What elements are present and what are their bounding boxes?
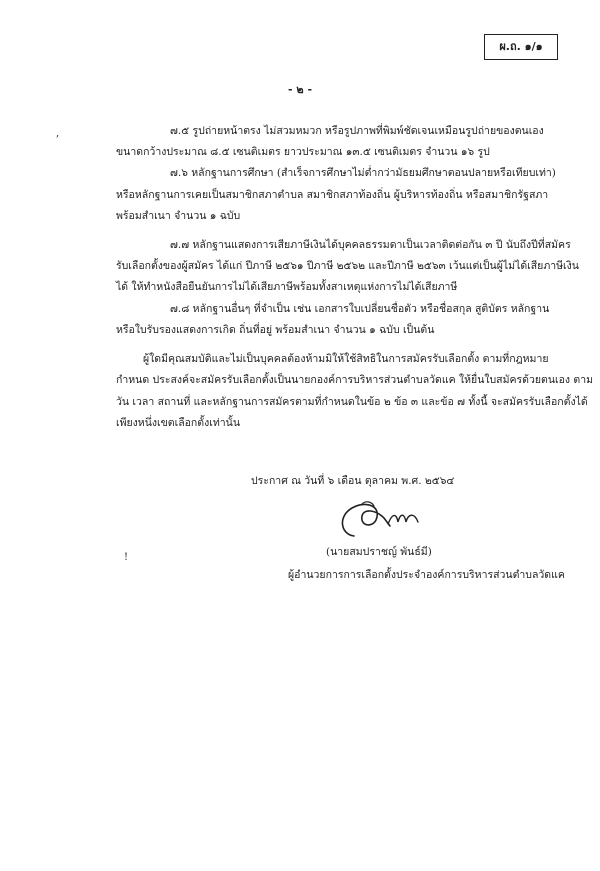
body-line: ได้ ให้ทำหนังสือยืนยันการไม่ได้เสียภาษีพร้อมทั้งสาเหตุแห่งการไม่ได้เสียภาษี	[116, 281, 458, 293]
body-line: กำหนด ประสงค์จะสมัครรับเลือกตั้งเป็นนายกองค์การบริหารส่วนตำบลวัดแค ให้ยื่นใบสมัครด้วยตนเอง ตาม	[116, 374, 594, 386]
page-number: - ๒ -	[287, 83, 313, 96]
signer-name: (นายสมปราชญ์ พันธ์มี)	[326, 546, 432, 558]
body-line: ๗.๕ รูปถ่ายหน้าตรง ไม่สวมหมวก หรือรูปภาพที่พิมพ์ชัดเจนเหมือนรูปถ่ายของตนเอง	[170, 125, 544, 137]
body-line: เพียงหนึ่งเขตเลือกตั้งเท่านั้น	[116, 417, 240, 429]
announcement-date: ประกาศ ณ วันที่ ๖ เดือน ตุลาคม พ.ศ. ๒๕๖๔	[251, 475, 455, 487]
body-line: พร้อมสำเนา จำนวน ๑ ฉบับ	[116, 210, 241, 222]
body-line: หรือใบรับรองแสดงการเกิด ถิ่นที่อยู่ พร้อมสำเนา จำนวน ๑ ฉบับ เป็นต้น	[116, 324, 435, 336]
scan-mark: !	[124, 552, 129, 563]
signature-image	[332, 496, 432, 546]
scan-mark: ,	[56, 128, 60, 139]
body-line: หรือหลักฐานการเคยเป็นสมาชิกสภาตำบล สมาชิกสภาท้องถิ่น ผู้บริหารท้องถิ่น หรือสมาชิกรัฐสภา	[116, 189, 549, 201]
signer-title: ผู้อำนวยการการเลือกตั้งประจำองค์การบริหารส่วนตำบลวัดแค	[288, 569, 565, 581]
body-line: ขนาดกว้างประมาณ ๘.๕ เซนติเมตร ยาวประมาณ ๑๓.๕ เซนติเมตร จำนวน ๑๖ รูป	[116, 146, 490, 158]
body-line: รับเลือกตั้งของผู้สมัคร ได้แก่ ปีภาษี ๒๕๖๑ ปีภาษี ๒๕๖๒ และปีภาษี ๒๕๖๓ เว้นแต่เป็นผู้ไม่ได้เสียภาษีเงิน	[116, 260, 579, 272]
body-line: วัน เวลา สถานที่ และหลักฐานการสมัครตามที่กำหนดในข้อ ๒ ข้อ ๓ และข้อ ๗ ทั้งนี้ จะสมัครรับเลือกตั้งได้	[116, 396, 588, 408]
body-line: ๗.๘ หลักฐานอื่นๆ ที่จำเป็น เช่น เอกสารใบเปลี่ยนชื่อตัว หรือชื่อสกุล สูติบัตร หลักฐาน	[170, 303, 550, 315]
body-line: ๗.๗ หลักฐานแสดงการเสียภาษีเงินได้บุคคลธรรมดาเป็นเวลาติดต่อกัน ๓ ปี นับถึงปีที่สมัคร	[170, 239, 571, 251]
body-line: ผู้ใดมีคุณสมบัติและไม่เป็นบุคคลต้องห้ามมิให้ใช้สิทธิในการสมัครรับเลือกตั้ง ตามที่กฎหมาย	[143, 353, 549, 365]
form-code-box: ผ.ถ. ๑/๑	[484, 34, 558, 60]
body-line: ๗.๖ หลักฐานการศึกษา (สำเร็จการศึกษาไม่ต่ำกว่ามัธยมศึกษาตอนปลายหรือเทียบเท่า)	[170, 167, 556, 179]
